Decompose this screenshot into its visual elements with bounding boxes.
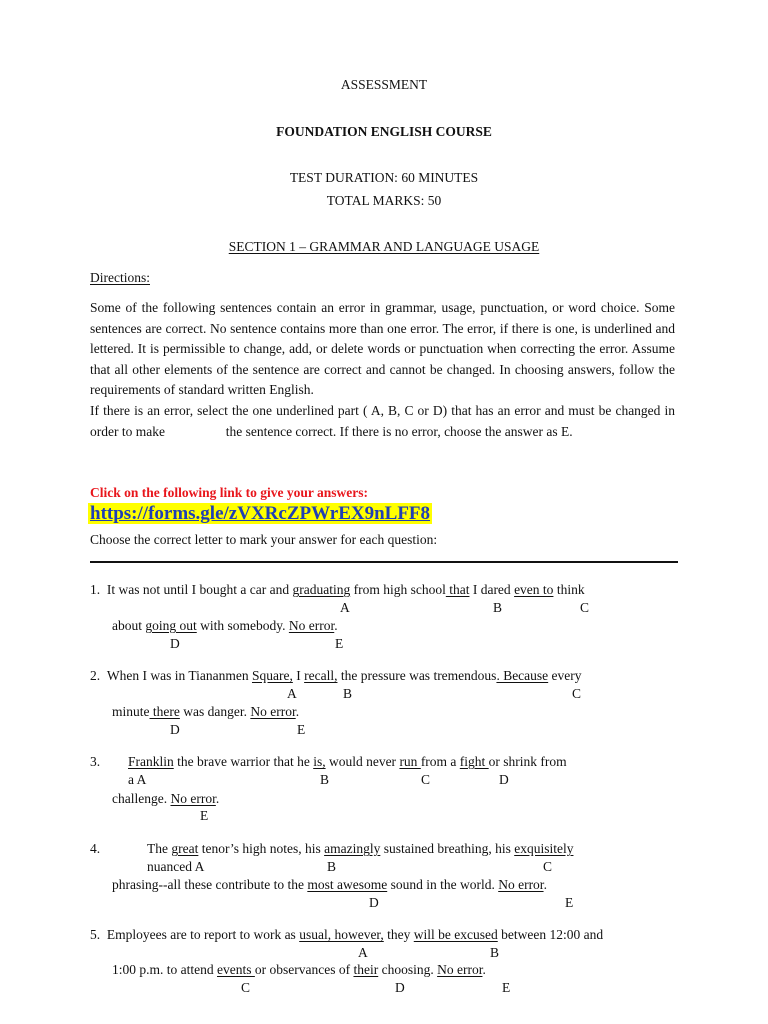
question-3-line-1: Franklin the brave warrior that he is, would never run from a fight or shrink from [128,754,567,769]
option-b[interactable]: B [343,686,353,701]
section-heading: SECTION 1 – GRAMMAR AND LANGUAGE USAGE [228,239,540,254]
question-1-line-1: 1. It was not until I bought a car and graduating from high school that I dared even to think [90,582,585,597]
option-a[interactable]: A [358,945,368,960]
course-title: FOUNDATION ENGLISH COURSE [276,124,492,139]
question-4-line-1: The great tenor’s high notes, his amazingly sustained breathing, his exquisitely [147,841,574,856]
option-d[interactable]: D [170,722,180,737]
divider [90,561,678,563]
question-1-line-2: about going out with somebody. No error. [112,618,338,633]
option-b[interactable]: B [320,772,330,787]
option-c[interactable]: C [241,980,251,995]
option-a[interactable]: A [287,686,297,701]
option-c[interactable]: C [572,686,582,701]
question-5-line-1: 5. Employees are to report to work as usual, however, they will be excused between 12:00 and [90,927,604,942]
option-e[interactable]: E [200,808,209,823]
directions-paragraph: Some of the following sentences contain an error in grammar, usage, punctuation, or word choice. Some sentences are correct. No sentence contains more than one error. The error, if there is one, is underlined and lettered. It is permissible to change, add, or delete words or punctuation when correcting the error. Assume that all other elements of the sentence are correct and cannot be changed. In choosing answers, follow the requirements of standard written English. [90,300,675,397]
option-e[interactable]: E [502,980,511,995]
option-d[interactable]: D [369,895,379,910]
test-duration: TEST DURATION: 60 MINUTES [289,170,479,185]
question-3-number: 3. [90,754,101,769]
question-5-line-2: 1:00 p.m. to attend events or observances of their choosing. No error. [112,962,486,977]
question-4-number: 4. [90,841,101,856]
option-e[interactable]: E [565,895,574,910]
answer-instruction: Choose the correct letter to mark your answer for each question: [90,532,438,547]
option-e[interactable]: E [297,722,306,737]
option-a[interactable]: A [340,600,350,615]
option-c[interactable]: C [580,600,590,615]
option-a[interactable]: a A [128,772,147,787]
option-c[interactable]: C [421,772,431,787]
option-b[interactable]: B [327,859,337,874]
option-d[interactable]: D [170,636,180,651]
answer-form-link[interactable]: https://forms.gle/zVXRcZPWrEX9nLFF8 [90,503,431,524]
option-d[interactable]: D [395,980,405,995]
question-4-line-2: phrasing--all these contribute to the most awesome sound in the world. No error. [112,877,547,892]
option-b[interactable]: B [490,945,500,960]
question-2-line-2: minute there was danger. No error. [112,704,300,719]
option-e[interactable]: E [335,636,344,651]
total-marks: TOTAL MARKS: 50 [326,193,442,208]
directions-paragraph-error-rule: If there is an error, select the one underlined part ( A, B, C or D) that has an error and must be changed in order to make the sentence correct. If there is no error, choose the answer as E. [90,403,675,439]
question-3-line-2: challenge. No error. [112,791,220,806]
option-a[interactable]: nuanced A [147,859,205,874]
answer-link-prompt: Click on the following link to give your answers: [90,485,369,500]
question-2-line-1: 2. When I was in Tiananmen Square, I recall, the pressure was tremendous. Because every [90,668,582,683]
option-b[interactable]: B [493,600,503,615]
option-c[interactable]: C [543,859,553,874]
option-d[interactable]: D [499,772,509,787]
directions-label: Directions: [90,270,150,285]
assessment-heading: ASSESSMENT [340,77,428,92]
